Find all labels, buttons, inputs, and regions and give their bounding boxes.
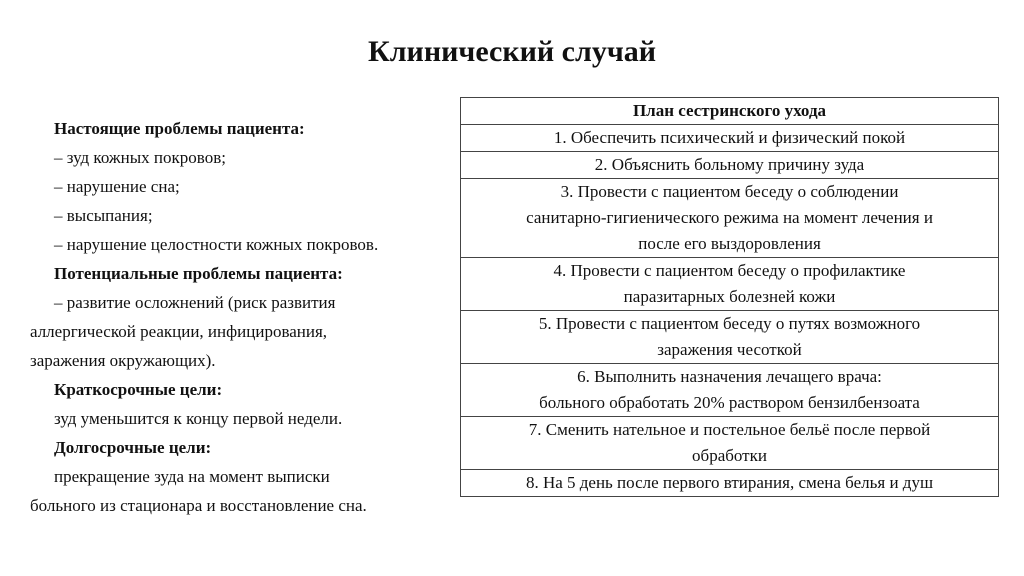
plan-step-line: 8. На 5 день после первого втирания, смена белья и душ [525,473,934,492]
current-problem-item: – нарушение сна; [54,177,180,196]
table-row [461,258,999,311]
long-term-goal-line: прекращение зуда на момент выписки [54,467,330,486]
plan-step-line: обработки [692,446,767,465]
plan-step [461,258,999,311]
short-term-goals-heading: Краткосрочные цели: [54,380,223,399]
plan-step [461,179,999,258]
table-row [461,417,999,470]
plan-step [461,470,999,497]
nursing-care-plan-table [460,97,999,497]
plan-step-line: паразитарных болезней кожи [623,287,836,306]
table-row [461,470,999,497]
table-header-row [461,98,999,125]
slide-title: Клинический случай [367,35,657,68]
plan-step [461,152,999,179]
plan-step [461,364,999,417]
plan-step-line: 3. Провести с пациентом беседу о соблюдении [560,182,899,201]
short-term-goal-text: зуд уменьшится к концу первой недели. [54,409,343,428]
table-row [461,364,999,417]
plan-step-line: 4. Провести с пациентом беседу о профилактике [553,261,906,280]
plan-step [461,311,999,364]
plan-step-line: после его выздоровления [638,234,821,253]
current-problems-heading: Настоящие проблемы пациента: [54,119,305,138]
table-row [461,311,999,364]
plan-step [461,125,999,152]
current-problem-item: – высыпания; [54,206,153,225]
current-problem-item: – нарушение целостности кожных покровов. [54,235,379,254]
plan-step-line: 2. Объяснить больному причину зуда [594,155,865,174]
table-row [461,125,999,152]
potential-problem-line: аллергической реакции, инфицирования, [30,322,328,341]
table-header: План сестринского ухода [461,98,999,125]
current-problem-item: – зуд кожных покровов; [54,148,226,167]
long-term-goal-line: больного из стационара и восстановление сна. [30,496,367,515]
potential-problems-heading: Потенциальные проблемы пациента: [54,264,343,283]
plan-step-line: 7. Сменить нательное и постельное бельё после первой [528,420,931,439]
potential-problem-line: заражения окружающих). [30,351,216,370]
plan-step-line: 1. Обеспечить психический и физический покой [553,128,906,147]
long-term-goals-heading: Долгосрочные цели: [54,438,212,457]
plan-step-line: заражения чесоткой [657,340,802,359]
patient-problems-block [30,114,450,520]
plan-step-line: 5. Провести с пациентом беседу о путях возможного [538,314,921,333]
plan-step-line: 6. Выполнить назначения лечащего врача: [577,367,882,386]
table-row [461,179,999,258]
plan-step-line: санитарно-гигиенического режима на момент лечения и [526,208,933,227]
table-row [461,152,999,179]
potential-problem-line: – развитие осложнений (риск развития [54,293,336,312]
plan-step-line: больного обработать 20% раствором бензилбензоата [539,393,920,412]
plan-step [461,417,999,470]
